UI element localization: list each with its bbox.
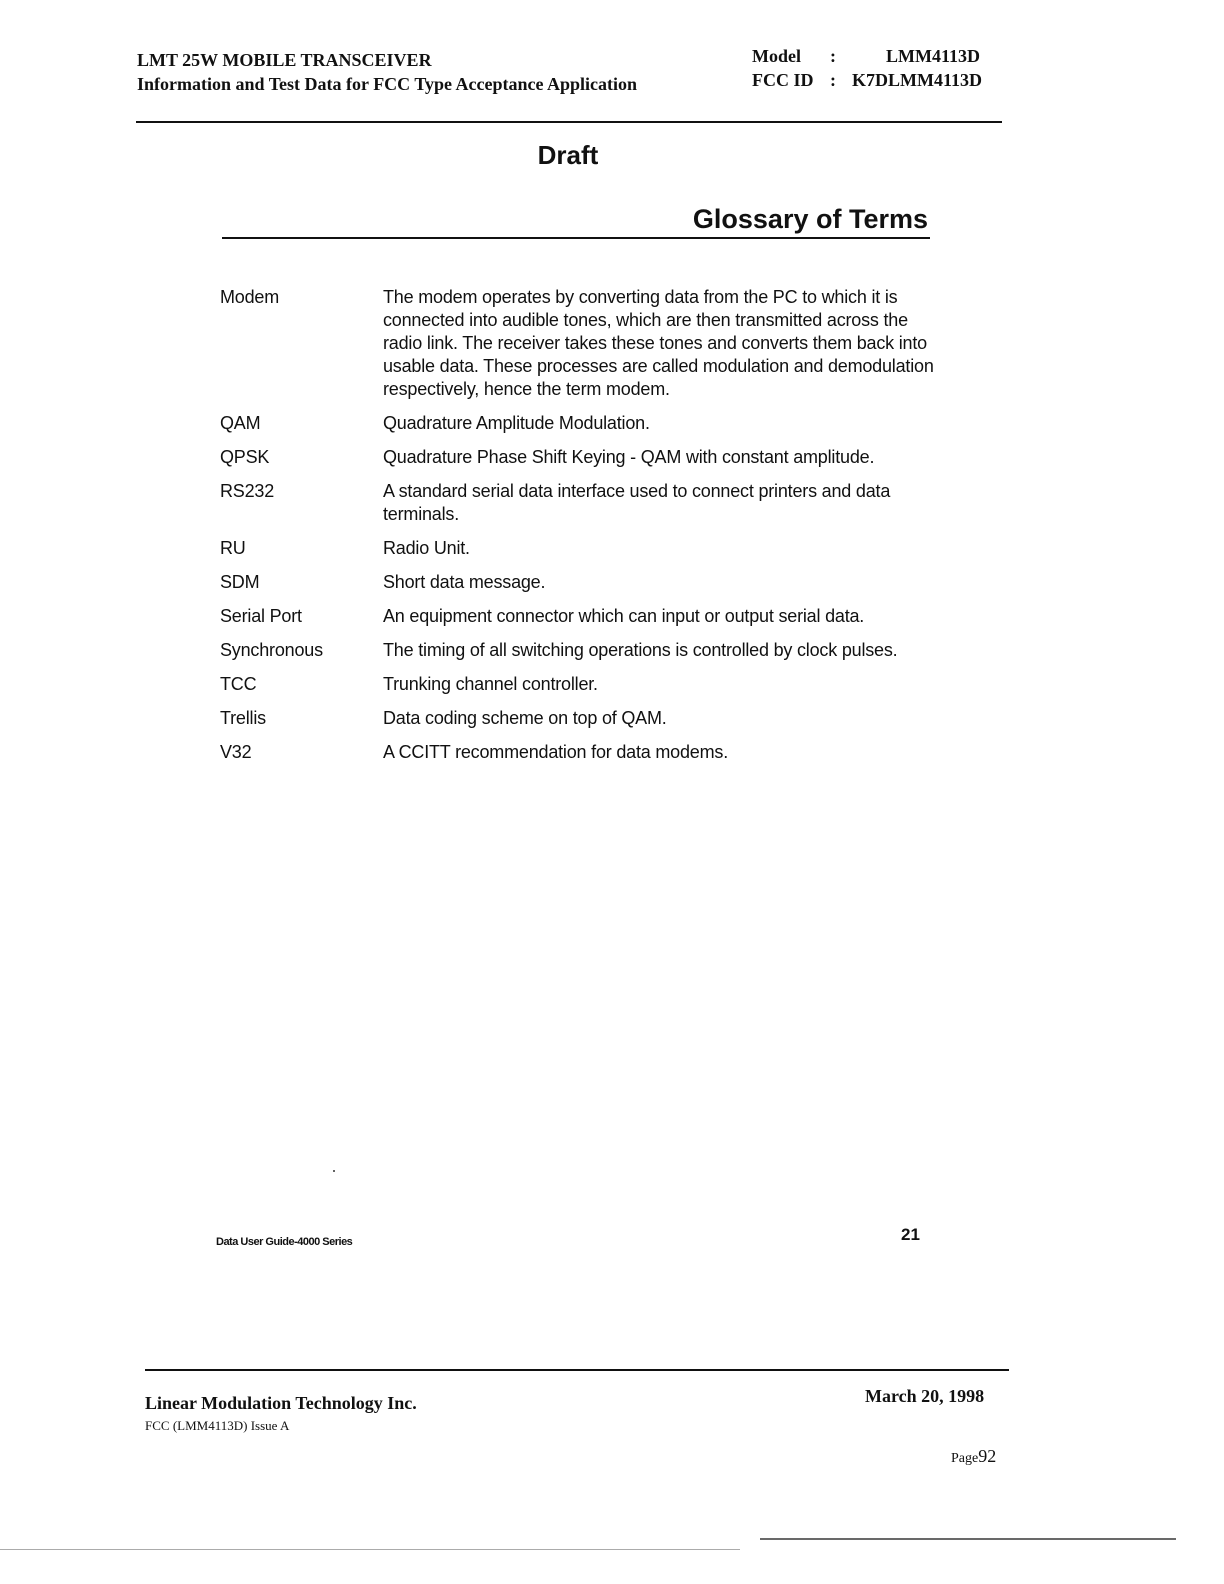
footer-date: March 20, 1998 <box>865 1386 985 1406</box>
glossary-entry <box>220 412 940 435</box>
document-header <box>137 48 637 96</box>
model-value: LMM4113D <box>886 46 980 66</box>
fccid-label: FCC ID <box>752 70 814 90</box>
page-number: 92 <box>978 1446 997 1466</box>
footer-divider <box>145 1369 1009 1371</box>
model-row <box>752 44 982 68</box>
glossary-entry <box>220 446 940 469</box>
glossary-term: RU <box>220 538 246 558</box>
draft-label: Draft <box>537 140 599 170</box>
glossary-entry <box>220 707 940 730</box>
glossary-definition: Trunking channel controller. <box>383 674 598 694</box>
glossary-definition: A CCITT recommendation for data modems. <box>383 742 729 762</box>
glossary-term: RS232 <box>220 481 275 501</box>
company-name: Linear Modulation Technology Inc. <box>145 1393 417 1413</box>
glossary-entry <box>220 480 940 526</box>
glossary-definition: Radio Unit. <box>383 538 470 558</box>
glossary-definition: Quadrature Phase Shift Keying - QAM with constant amplitude. <box>383 447 875 467</box>
glossary-definition: Short data message. <box>383 572 546 592</box>
glossary-term: TCC <box>220 674 257 694</box>
footer-page <box>951 1446 996 1467</box>
fccid-colon: : <box>830 70 836 90</box>
guide-name: Data User Guide-4000 Series <box>216 1236 353 1248</box>
glossary-term: Serial Port <box>220 606 302 626</box>
glossary-term: QPSK <box>220 447 270 467</box>
glossary-definition: An equipment connector which can input or output serial data. <box>383 606 865 626</box>
page-label: Page <box>951 1451 979 1466</box>
glossary-definition: Data coding scheme on top of QAM. <box>383 708 667 728</box>
section-divider <box>222 237 930 239</box>
fccid-row <box>752 68 982 92</box>
glossary-definition: A standard serial data interface used to connect printers and data terminals. <box>383 481 891 524</box>
glossary-entry <box>220 673 940 696</box>
model-label: Model <box>752 46 801 66</box>
issue-label: FCC (LMM4113D) Issue A <box>145 1418 290 1433</box>
header-identifiers <box>752 44 982 92</box>
section-title: Glossary of Terms <box>692 204 928 234</box>
glossary-definition: The timing of all switching operations is controlled by clock pulses. <box>383 640 898 660</box>
glossary-term: Synchronous <box>220 640 323 660</box>
glossary-entry <box>220 741 940 764</box>
glossary-definition: Quadrature Amplitude Modulation. <box>383 413 650 433</box>
glossary-entry <box>220 639 940 662</box>
model-colon: : <box>830 46 836 66</box>
scan-artifact-line <box>0 1549 740 1550</box>
header-subtitle: Information and Test Data for FCC Type Acceptance Application <box>137 74 638 94</box>
guide-page-number: 21 <box>901 1225 920 1244</box>
glossary-entry <box>220 605 940 628</box>
glossary-entry <box>220 571 940 594</box>
glossary-list <box>220 286 940 775</box>
header-divider <box>136 121 1002 123</box>
header-title: LMT 25W MOBILE TRANSCEIVER <box>137 50 432 70</box>
glossary-definition: The modem operates by converting data from the PC to which it is connected into audible tones, which are then transmitted across the radio link. The receiver takes these tones and converts them back into usable data. These processes are called modulation and demodulation respectively, hence the term modem. <box>383 287 934 399</box>
scan-artifact-line <box>760 1538 1176 1540</box>
glossary-term: SDM <box>220 572 260 592</box>
fccid-value: K7DLMM4113D <box>852 70 982 90</box>
glossary-term: V32 <box>220 742 252 762</box>
scan-speck <box>333 1170 335 1172</box>
glossary-term: Trellis <box>220 708 266 728</box>
glossary-entry <box>220 537 940 560</box>
glossary-entry <box>220 286 940 401</box>
glossary-term: Modem <box>220 287 280 307</box>
glossary-term: QAM <box>220 413 261 433</box>
